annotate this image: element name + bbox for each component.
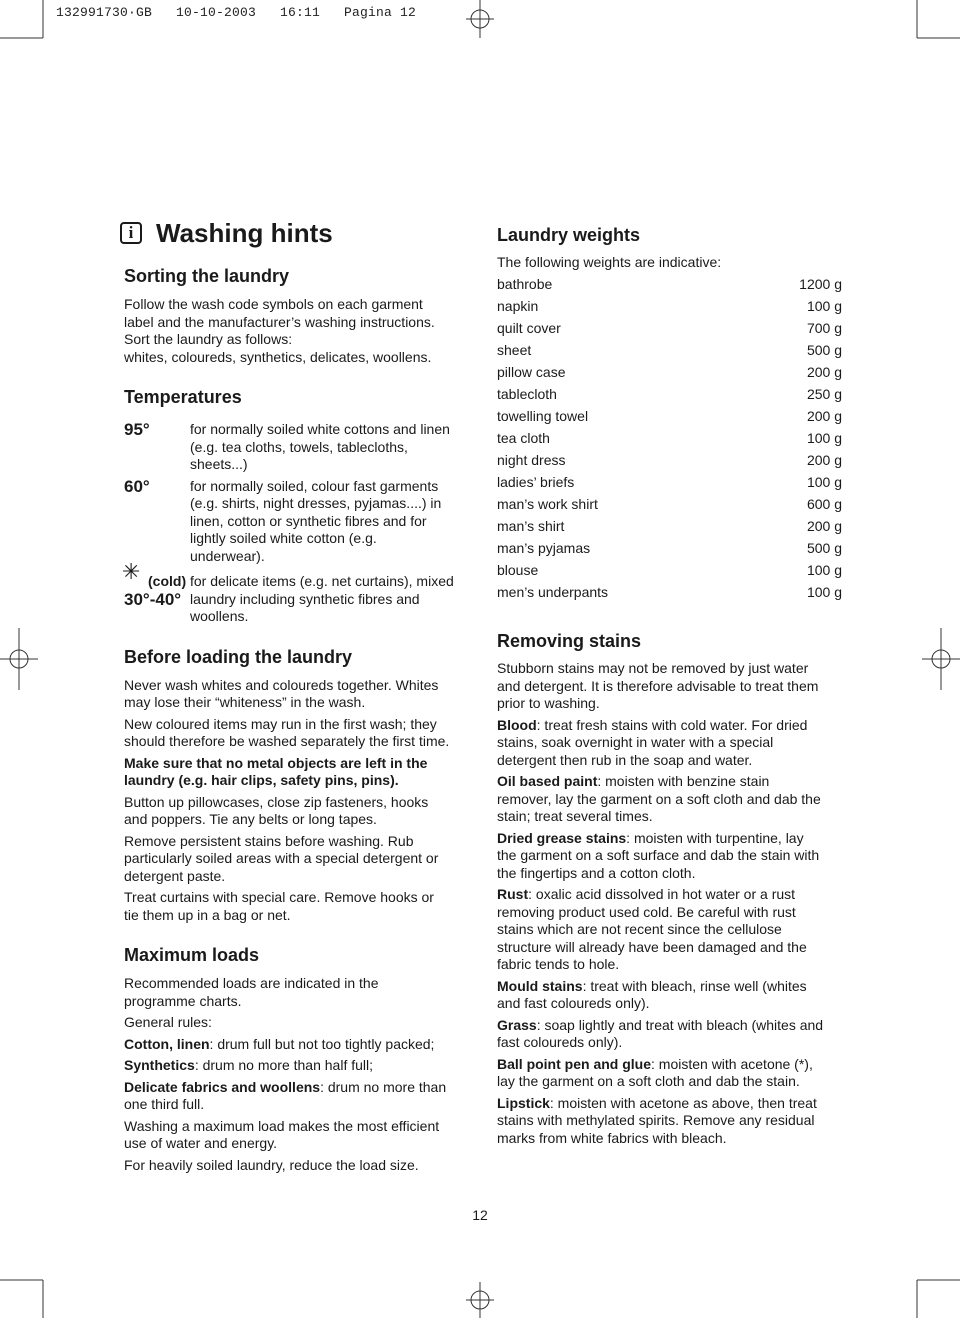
max-loads-heading: Maximum loads xyxy=(124,945,260,965)
stain-ballpoint: Ball point pen and glue: moisten with acetone (*), lay the garment on a soft cloth and dab the stain. xyxy=(497,1055,813,1089)
snowflake-icon: ✳ xyxy=(122,559,141,584)
weights-row xyxy=(497,518,842,540)
weights-intro: The following weights are indicative: xyxy=(497,254,722,270)
max-loads-general-rules: General rules: xyxy=(124,1014,212,1030)
rule-delicates: Delicate fabrics and woollens: drum no more than one third full. xyxy=(124,1078,447,1112)
weights-row xyxy=(497,496,842,518)
stains-intro: Stubborn stains may not be removed by just water and detergent. It is therefore advisable to treat them prior to washing. xyxy=(497,660,819,711)
weights-value: 1200 g xyxy=(799,276,842,292)
weights-value: 250 g xyxy=(806,386,842,402)
temp-30-40-desc: laundry including synthetic fibres and woollens. xyxy=(190,590,420,624)
weights-row xyxy=(497,452,842,474)
registration-mark-bottom xyxy=(466,1282,494,1318)
weights-row xyxy=(497,386,842,408)
registration-mark-top xyxy=(466,0,494,38)
registration-mark-left xyxy=(0,628,38,690)
temperature-95 xyxy=(124,421,469,474)
temp-95-label: 95° xyxy=(124,420,150,439)
weights-item: towelling towel xyxy=(497,408,589,424)
weights-value: 700 g xyxy=(806,320,842,336)
stain-rust: Rust: oxalic acid dissolved in hot water or a rust removing product used cold. Be careful with rust stains which are not recent since the cellulose structure will already have been damaged and the fabric tends to hole. xyxy=(497,886,807,972)
weights-item: pillow case xyxy=(497,364,566,380)
weights-item: bathrobe xyxy=(497,276,553,292)
stain-grease: Dried grease stains: moisten with turpentine, lay the garment on a soft surface and dab the stain with the fingertips and a cotton cloth. xyxy=(497,829,820,881)
right-column xyxy=(497,224,842,1147)
weights-item: quilt cover xyxy=(497,320,561,336)
weights-value: 100 g xyxy=(806,298,842,314)
weights-item: tablecloth xyxy=(497,386,557,402)
weights-row xyxy=(497,364,842,386)
weights-item: blouse xyxy=(497,562,539,578)
page-number: 12 xyxy=(472,1207,488,1223)
left-column xyxy=(124,216,469,1174)
weights-table xyxy=(497,276,842,606)
weights-row xyxy=(497,540,842,562)
weights-row xyxy=(497,408,842,430)
stains-heading: Removing stains xyxy=(497,631,642,651)
max-loads-p7: For heavily soiled laundry, reduce the load size. xyxy=(124,1156,419,1173)
weights-value: 500 g xyxy=(806,540,842,556)
weights-value: 200 g xyxy=(806,408,842,424)
weights-value: 600 g xyxy=(806,496,842,512)
temperature-60 xyxy=(124,478,469,566)
stain-lipstick: Lipstick: moisten with acetone as above, then treat stains with methylated spirits. Remove any residual marks from white fabrics with bleach. xyxy=(497,1094,817,1146)
before-loading-heading: Before loading the laundry xyxy=(124,646,353,667)
before-loading-p5: Remove persistent stains before washing. Rub particularly soiled areas with a special detergent or detergent paste. xyxy=(124,832,439,884)
temp-cold-label: ✳ (cold) xyxy=(122,559,187,589)
info-icon: i xyxy=(120,222,142,244)
weights-item: napkin xyxy=(497,298,539,314)
before-loading-p6: Treat curtains with special care. Remove hooks or tie them up in a bag or net. xyxy=(124,889,434,923)
stain-oil-paint: Oil based paint: moisten with benzine stain remover, lay the garment on a soft cloth and dab the stain; treat several times. xyxy=(497,773,821,824)
weights-value: 100 g xyxy=(806,562,842,578)
temp-60-label: 60° xyxy=(124,476,150,496)
weights-row xyxy=(497,276,842,298)
page-title-row xyxy=(120,216,469,250)
weights-value: 500 g xyxy=(806,342,842,358)
weights-row xyxy=(497,562,842,584)
weights-value: 200 g xyxy=(806,518,842,534)
temp-95-desc: for normally soiled white cottons and linen (e.g. tea cloths, towels, tablecloths, sheets...) xyxy=(190,421,450,472)
temperature-cold xyxy=(122,559,469,591)
weights-row xyxy=(497,342,842,364)
weights-row xyxy=(497,320,842,342)
before-loading-p1: Never wash whites and coloureds together. Whites may lose their “whiteness” in the wash. xyxy=(124,676,439,710)
weights-row xyxy=(497,430,842,452)
registration-mark-right xyxy=(922,628,960,690)
weights-row xyxy=(497,298,842,320)
print-slug: 132991730·GB 10-10-2003 16:11 Pagina 12 xyxy=(56,5,417,20)
weights-value: 200 g xyxy=(806,364,842,380)
stain-blood: Blood: treat fresh stains with cold water. For dried stains, soak overnight in water with a special detergent then rub in the soap and water. xyxy=(497,716,808,768)
temperature-30-40 xyxy=(124,591,469,626)
weights-item: man’s pyjamas xyxy=(497,540,591,556)
before-loading-p2: New coloured items may run in the first wash; they should therefore be washed separately the first time. xyxy=(124,715,450,749)
stain-grass: Grass: soap lightly and treat with bleach (whites and fast coloureds only). xyxy=(497,1016,824,1050)
weights-item: men’s underpants xyxy=(497,584,609,600)
weights-item: ladies’ briefs xyxy=(497,474,575,490)
weights-heading: Laundry weights xyxy=(497,225,641,245)
max-loads-p1: Recommended loads are indicated in the programme charts. xyxy=(124,975,379,1009)
sorting-heading: Sorting the laundry xyxy=(124,266,290,286)
weights-item: night dress xyxy=(497,452,566,468)
stain-mould: Mould stains: treat with bleach, rinse well (whites and fast coloureds only). xyxy=(497,977,807,1011)
page-title: Washing hints xyxy=(156,218,333,248)
weights-item: man’s work shirt xyxy=(497,496,598,512)
sorting-text: Follow the wash code symbols on each garment label and the manufacturer’s washing instructions. Sort the laundry as follows: whites, coloureds, synthetics, delicates, woollens. xyxy=(124,296,435,365)
weights-item: man’s shirt xyxy=(497,518,565,534)
weights-row xyxy=(497,584,842,606)
temp-60-desc: for normally soiled, colour fast garments (e.g. shirts, night dresses, pyjamas....) in linen, cotton or synthetic fibres and for lightly soiled white cotton (e.g. underwear). xyxy=(190,477,442,564)
weights-value: 100 g xyxy=(806,584,842,600)
weights-item: sheet xyxy=(497,342,532,358)
temp-30-40-label: 30°-40° xyxy=(124,589,182,609)
metal-objects-warning: Make sure that no metal objects are left in the laundry (e.g. hair clips, safety pins, pins). xyxy=(124,754,428,788)
temp-cold-desc: for delicate items (e.g. net curtains), mixed xyxy=(190,573,454,589)
weights-row xyxy=(497,474,842,496)
rule-cotton: Cotton, linen: drum full but not too tightly packed; xyxy=(124,1035,435,1052)
weights-value: 100 g xyxy=(806,430,842,446)
before-loading-p4: Button up pillowcases, close zip fasteners, hooks and poppers. Tie any belts or long tapes. xyxy=(124,793,429,827)
temperatures-heading: Temperatures xyxy=(124,387,242,407)
weights-item: tea cloth xyxy=(497,430,550,446)
weights-value: 100 g xyxy=(806,474,842,490)
rule-synthetics: Synthetics: drum no more than half full; xyxy=(124,1057,374,1073)
max-loads-p6: Washing a maximum load makes the most efficient use of water and energy. xyxy=(124,1117,440,1151)
weights-value: 200 g xyxy=(806,452,842,468)
